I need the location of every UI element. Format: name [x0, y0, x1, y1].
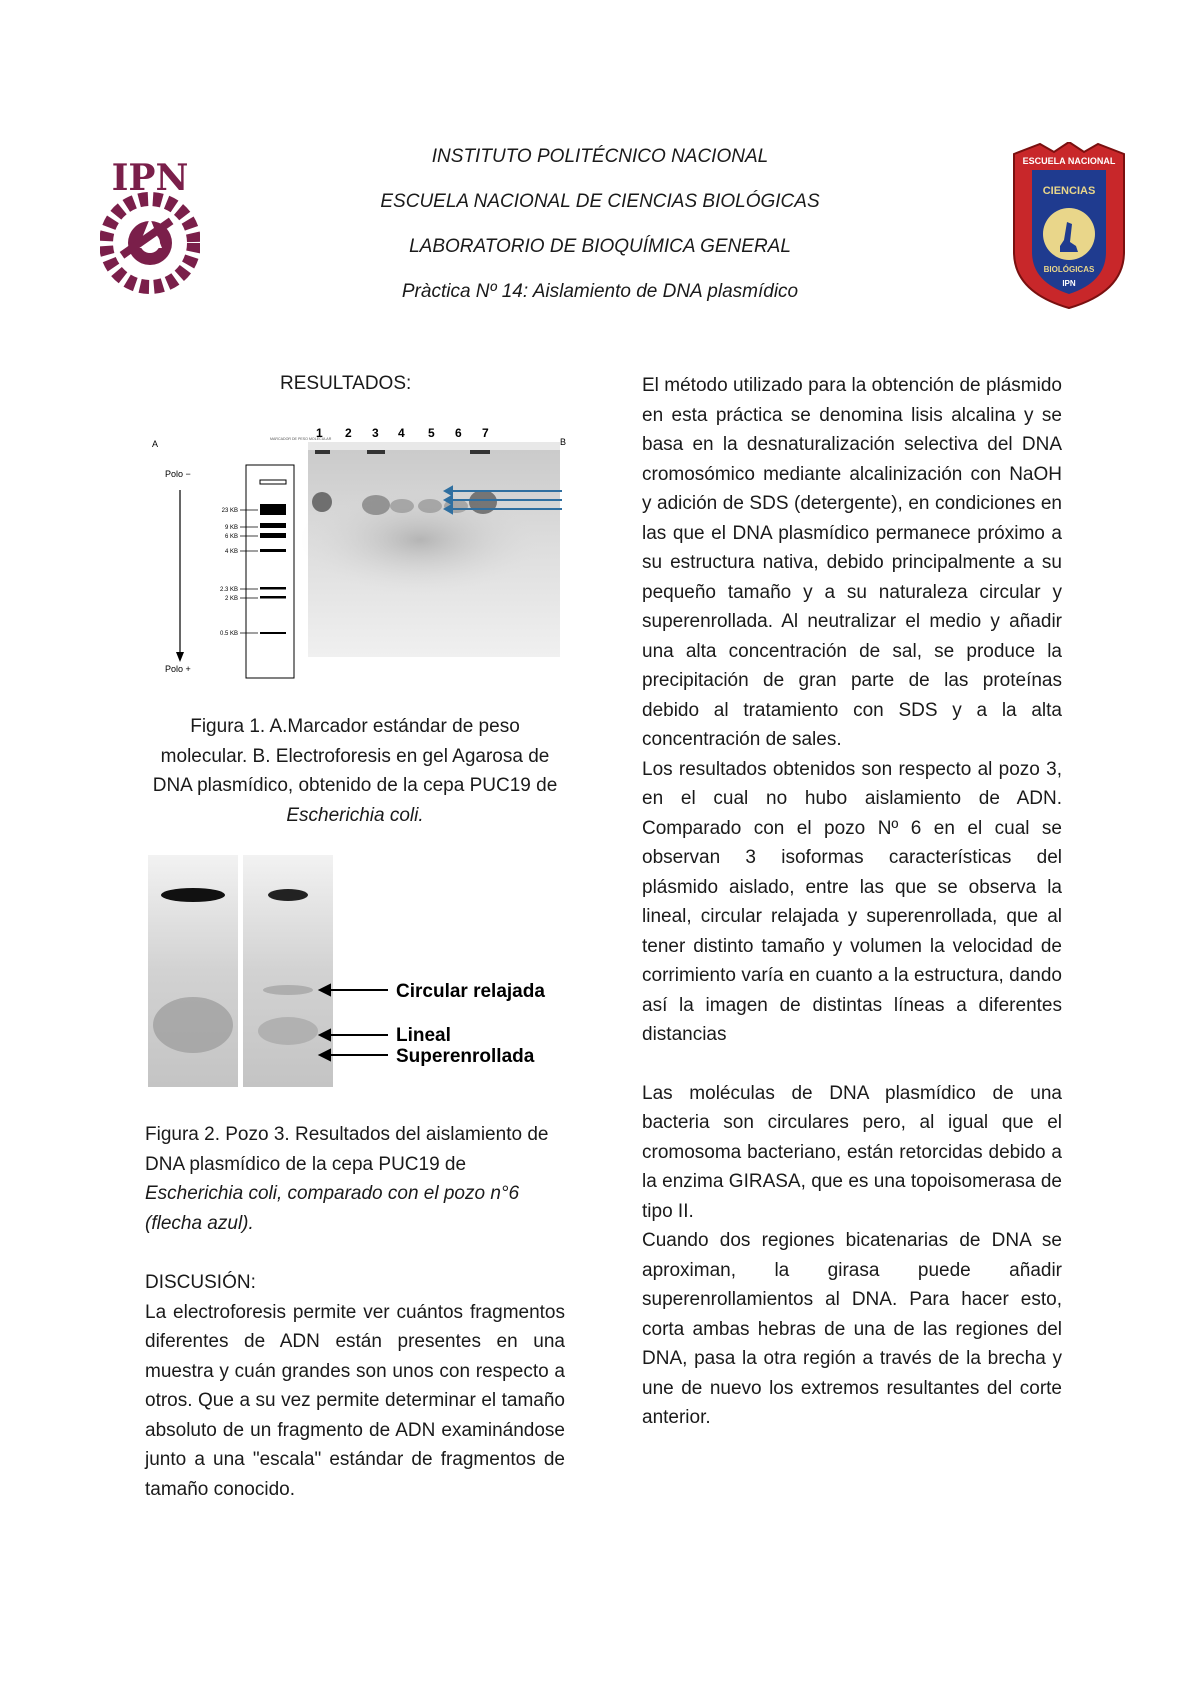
right-column — [642, 371, 1062, 1433]
paragraph-plasmid: Las moléculas de DNA plasmídico de una bacteria son circulares pero, al igual que el cromosoma bacteriano, están retorcidas debido a la enzima GIRASA, que es una topoisomerasa de tipo II. — [642, 1082, 1062, 1222]
lane-number-1: 1 — [316, 426, 323, 440]
panel-b-label: B — [560, 437, 567, 447]
label-lineal: Lineal — [396, 1025, 451, 1046]
header-practice: Pràctica Nº 14: Aislamiento de DNA plasmídico — [401, 281, 799, 302]
label-circular-relajada: Circular relajada — [396, 981, 545, 1002]
discussion-body: La electroforesis permite ver cuántos fragmentos diferentes de ADN están presentes en una muestra y cuán grandes son unos con respecto a otros. Que a su vez permite determinar el tamaño absoluto de un fragmento de ADN examinándose junto a una "escala" estándar de fragmentos de tamaño conocido. — [145, 1301, 565, 1500]
marker-label: 6 KB — [224, 534, 238, 540]
marker-header: MARCADOR DE PESO MOLECULAR — [270, 437, 332, 441]
header-school: ESCUELA NACIONAL DE CIENCIAS BIOLÓGICAS — [380, 191, 820, 212]
marker-label: 2 KB — [224, 596, 238, 602]
encb-shield-logo — [1010, 142, 1128, 310]
paragraph-gyrase: Cuando dos regiones bicatenarias de DNA se aproximan, la girasa puede añadir superenrollamientos al DNA. Para hacer esto, corta ambas hebras de una de las regiones del DNA, pasa la otra región a través de la brecha y une de nuevo los extremos resultantes del corte anterior. — [642, 1230, 1062, 1428]
marker-label: 2.3 KB — [219, 587, 238, 593]
lane-number-4: 4 — [398, 426, 405, 440]
discussion-heading: DISCUSIÓN: — [145, 1272, 256, 1293]
lane-number-5: 5 — [428, 426, 435, 440]
figure-2-caption — [145, 1120, 565, 1238]
figure-1-caption — [145, 712, 565, 830]
figure-2-caption-text: Figura 2. Pozo 3. Resultados del aislamiento de DNA plasmídico de la cepa PUC19 de — [145, 1124, 549, 1175]
lane-number-7: 7 — [482, 426, 489, 440]
header-institute: INSTITUTO POLITÉCNICO NACIONAL — [431, 146, 769, 167]
lane-number-3: 3 — [372, 426, 379, 440]
figure-2-gel — [148, 855, 568, 1087]
ipn-logo-text: IPN — [111, 157, 189, 199]
marker-label: 9 KB — [224, 525, 238, 531]
lane-number-2: 2 — [345, 426, 352, 440]
marker-label: 0.5 KB — [219, 631, 238, 637]
figure-1-gel — [150, 420, 570, 685]
polo-negative: Polo − — [165, 469, 191, 479]
paragraph-method: El método utilizado para la obtención de plásmido en esta práctica se denomina lisis alcalina y se basa en la desnaturalización selectiva del DNA cromosómico mediante alcalinización con NaOH y adición de SDS (detergente), en condiciones en las que el DNA plasmídico permanece próximo a su estructura nativa, debido principalmente a su pequeño tamaño y a su naturaleza circular y superenrollada. Al neutralizar el medio y añadir una alta concentración de sal, se produce la precipitación de gran parte de las proteínas debido al tratamiento con SDS y a la alta concentración de sales. — [642, 375, 1062, 750]
shield-text-2: CIENCIAS — [1042, 185, 1096, 197]
header-lab: LABORATORIO DE BIOQUÍMICA GENERAL — [409, 236, 791, 257]
panel-a-label: A — [152, 439, 159, 449]
figure-1-caption-text: Figura 1. A.Marcador estándar de peso molecular. B. Electroforesis en gel Agarosa de DNA plasmídico, obtenido de la cepa PUC19 de — [152, 716, 558, 796]
paragraph-results: Los resultados obtenidos son respecto al pozo 3, en el cual no hubo aislamiento de ADN. Comparado con el pozo Nº 6 en el cual se observan 3 isoformas características del plásmido aislado, entre las que se observa la lineal, circular relajada y superenrollada, que al tener distinto tamaño y volumen la velocidad de corrimiento varía en cuanto a la estructura, dando así la imagen de distintas líneas a diferentes distancias — [642, 758, 1062, 1045]
figure-1-caption-species: Escherichia coli. — [286, 804, 424, 826]
results-heading: RESULTADOS: — [280, 373, 412, 394]
discussion-section — [145, 1268, 565, 1504]
marker-label: 23 KB — [221, 508, 238, 514]
polo-positive: Polo + — [165, 664, 191, 674]
ipn-logo — [100, 148, 200, 300]
shield-text-3: BIOLÓGICAS — [1043, 265, 1095, 274]
figure-2-caption-italic: Escherichia coli, comparado con el pozo n°6 (flecha azul). — [145, 1183, 520, 1234]
lane-number-6: 6 — [455, 426, 462, 440]
label-superenrollada: Superenrollada — [396, 1046, 535, 1067]
marker-label: 4 KB — [224, 549, 238, 555]
shield-text-1: ESCUELA NACIONAL — [1022, 156, 1116, 166]
shield-text-4: IPN — [1062, 279, 1076, 288]
